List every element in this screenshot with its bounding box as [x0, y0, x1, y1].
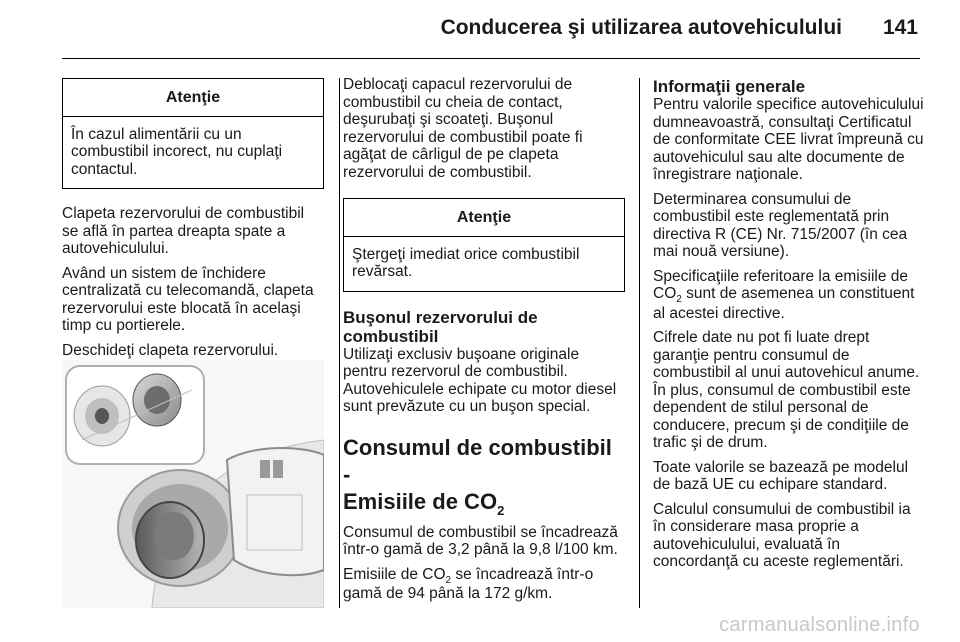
column-divider-2 [639, 78, 640, 608]
paragraph: Consumul de combustibil se încadrează într-o gamă de 3,2 până la 9,8 l/100 km. [343, 523, 618, 558]
warning-text: Ştergeţi imediat orice combustibil revărsat. [352, 245, 580, 280]
fuel-flap-illustration [62, 360, 324, 608]
watermark: carmanualsonline.info [719, 614, 920, 636]
subscript: 2 [497, 502, 505, 518]
text: sunt de asemenea un constituent al acestei directive. [653, 285, 915, 322]
warning-text: În cazul alimentării cu un combustibil incorect, nu cuplaţi contactul. [71, 125, 283, 178]
subscript: 2 [676, 294, 682, 305]
section-heading-general-info: Informaţii generale [653, 77, 806, 96]
text: Emisiile de CO [343, 565, 446, 583]
paragraph: Cifrele date nu pot fi luate drept garanţie pentru consumul de combustibil al unui autovehicul anume. În plus, consumul de combustibil este dependent de stilul personal de conducere, precum şi de condiţiile de trafic şi de drum. [653, 329, 920, 451]
paragraph: Deschideţi clapeta rezervorului. [62, 341, 279, 359]
warning-title: Atenţie [63, 79, 323, 117]
column-1 [62, 78, 324, 366]
paragraph: Determinarea consumului de combustibil este reglementată prin directiva R (CE) Nr. 715/2007 (în cea mai nouă versiune). [653, 190, 908, 260]
paragraph: Având un sistem de închidere centralizată cu telecomandă, clapeta rezervorului este blocată în acelaşi timp cu portierele. [62, 264, 314, 334]
page-number: 141 [882, 16, 918, 39]
paragraph: Deblocaţi capacul rezervorului de combustibil cu cheia de contact, deşurubaţi şi scoateţi. Buşonul rezervorului de combustibil poate fi agăţat de cârligul de pe clapeta rezervorului de combustibil. [343, 76, 583, 181]
page-header [0, 0, 960, 58]
subscript: 2 [445, 574, 452, 586]
warning-box [343, 198, 625, 292]
heading-line-1: Consumul de combustibil - [343, 434, 612, 487]
page-title: Conducerea şi utilizarea autovehiculului [440, 16, 842, 39]
column-3 [653, 77, 925, 578]
heading-line-2: Emisiile de CO [343, 488, 498, 514]
section-heading-fuel-cap: Buşonul rezervorului de combustibil [343, 307, 538, 346]
text: Specificaţiile referitoare la emisiile de CO [653, 267, 909, 302]
section-heading-consumption [343, 434, 625, 518]
warning-box [62, 78, 324, 189]
header-divider [62, 58, 920, 59]
column-divider-1 [339, 78, 340, 608]
paragraph [653, 268, 925, 323]
paragraph: Toate valorile se bazează pe modelul de bază UE cu echipare standard. [653, 458, 909, 493]
paragraph: Clapeta rezervorului de combustibil se află în partea dreapta spate a autovehiculului. [62, 205, 305, 257]
column-2 [343, 76, 625, 610]
paragraph: Pentru valorile specifice autovehiculului dumneavoastră, consultaţi Certificatul de conformitate CEE livrat împreună cu autovehiculul sau alte documente de înregistrare naţionale. [653, 96, 924, 183]
paragraph: Calculul consumului de combustibil ia în considerare masa proprie a autovehiculului, evaluată în concordanţă cu aceste reglementări. [653, 500, 911, 570]
warning-title: Atenţie [344, 199, 624, 237]
paragraph-emissions [343, 566, 625, 603]
text: se încadrează într-o gamă de 94 până la 172 g/km. [343, 565, 594, 602]
paragraph: Utilizaţi exclusiv buşoane originale pentru rezervorul de combustibil. Autovehiculele echipate cu motor diesel sunt prevăzute cu un buşon special. [343, 345, 617, 415]
